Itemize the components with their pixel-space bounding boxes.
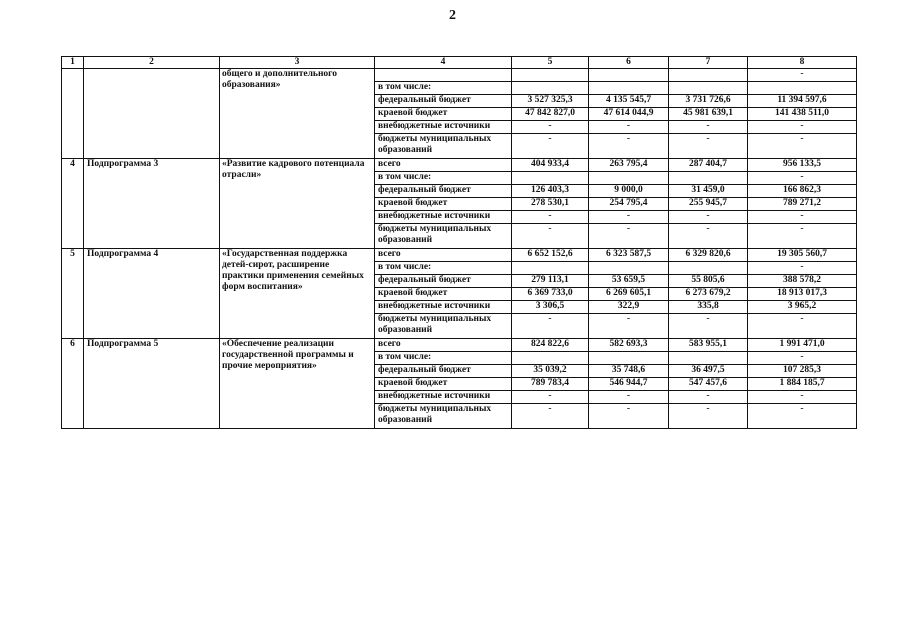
subprogram-description: общего и дополнительного образования»	[220, 69, 375, 159]
subprogram-description: «Государственная поддержка детей-сирот, расширение практики применения семейных форм воспитания»	[220, 249, 375, 339]
amount-cell: 404 933,4	[512, 159, 589, 172]
amount-cell: 1 991 471,0	[748, 339, 857, 352]
amount-cell: 547 457,6	[669, 378, 748, 391]
table-row	[62, 249, 857, 262]
funding-source-label: внебюджетные источники	[375, 211, 512, 224]
subprogram-description: «Развитие кадрового потенциала отрасли»	[220, 159, 375, 249]
amount-cell	[669, 262, 748, 275]
amount-cell: 166 862,3	[748, 185, 857, 198]
amount-cell: 1 884 185,7	[748, 378, 857, 391]
amount-cell: -	[512, 121, 589, 134]
amount-cell: -	[748, 224, 857, 249]
amount-cell: 31 459,0	[669, 185, 748, 198]
amount-cell: 141 438 511,0	[748, 108, 857, 121]
column-header: 6	[589, 57, 669, 69]
amount-cell: -	[512, 404, 589, 429]
amount-cell: 789 783,4	[512, 378, 589, 391]
amount-cell: 3 306,5	[512, 301, 589, 314]
funding-source-label: бюджеты муниципальных образований	[375, 404, 512, 429]
amount-cell: -	[748, 134, 857, 159]
amount-cell: 322,9	[589, 301, 669, 314]
amount-cell: -	[669, 314, 748, 339]
funding-source-label: внебюджетные источники	[375, 391, 512, 404]
amount-cell	[589, 82, 669, 95]
amount-cell: 6 323 587,5	[589, 249, 669, 262]
amount-cell: 47 842 827,0	[512, 108, 589, 121]
row-number	[62, 69, 84, 159]
amount-cell: 6 652 152,6	[512, 249, 589, 262]
column-header: 8	[748, 57, 857, 69]
amount-cell: -	[589, 391, 669, 404]
amount-cell: -	[748, 172, 857, 185]
funding-source-label: внебюджетные источники	[375, 301, 512, 314]
amount-cell	[512, 352, 589, 365]
amount-cell: -	[669, 404, 748, 429]
amount-cell: 19 305 560,7	[748, 249, 857, 262]
table-row	[62, 159, 857, 172]
funding-source-label: федеральный бюджет	[375, 95, 512, 108]
funding-source-label: в том числе:	[375, 352, 512, 365]
amount-cell: -	[748, 404, 857, 429]
table-row	[62, 339, 857, 352]
amount-cell: 956 133,5	[748, 159, 857, 172]
amount-cell: 546 944,7	[589, 378, 669, 391]
subprogram-name	[84, 69, 220, 159]
column-header: 4	[375, 57, 512, 69]
amount-cell: 55 805,6	[669, 275, 748, 288]
amount-cell: 47 614 044,9	[589, 108, 669, 121]
subprogram-name: Подпрограмма 5	[84, 339, 220, 429]
funding-source-label	[375, 69, 512, 82]
amount-cell: -	[748, 121, 857, 134]
subprogram-description: «Обеспечение реализации государственной программы и прочие мероприятия»	[220, 339, 375, 429]
amount-cell	[512, 82, 589, 95]
funding-source-label: федеральный бюджет	[375, 275, 512, 288]
amount-cell: -	[512, 314, 589, 339]
amount-cell: -	[669, 134, 748, 159]
amount-cell: 583 955,1	[669, 339, 748, 352]
amount-cell: 6 269 605,1	[589, 288, 669, 301]
amount-cell: 279 113,1	[512, 275, 589, 288]
table-row	[62, 69, 857, 82]
amount-cell: 53 659,5	[589, 275, 669, 288]
amount-cell	[669, 172, 748, 185]
amount-cell: -	[748, 262, 857, 275]
amount-cell: 582 693,3	[589, 339, 669, 352]
amount-cell: -	[748, 391, 857, 404]
amount-cell: -	[748, 69, 857, 82]
amount-cell: -	[589, 404, 669, 429]
amount-cell: -	[512, 134, 589, 159]
amount-cell: 35 039,2	[512, 365, 589, 378]
amount-cell: -	[748, 314, 857, 339]
column-header: 2	[84, 57, 220, 69]
funding-source-label: бюджеты муниципальных образований	[375, 134, 512, 159]
amount-cell: 126 403,3	[512, 185, 589, 198]
funding-source-label: краевой бюджет	[375, 198, 512, 211]
amount-cell	[748, 82, 857, 95]
budget-table	[61, 56, 857, 429]
amount-cell: -	[589, 224, 669, 249]
amount-cell: -	[748, 211, 857, 224]
amount-cell: -	[512, 391, 589, 404]
amount-cell: 255 945,7	[669, 198, 748, 211]
amount-cell	[512, 262, 589, 275]
amount-cell: -	[512, 211, 589, 224]
amount-cell: 9 000,0	[589, 185, 669, 198]
amount-cell: -	[669, 224, 748, 249]
amount-cell	[512, 172, 589, 185]
funding-source-label: бюджеты муниципальных образований	[375, 224, 512, 249]
funding-source-label: бюджеты муниципальных образований	[375, 314, 512, 339]
amount-cell: 107 285,3	[748, 365, 857, 378]
column-header: 1	[62, 57, 84, 69]
amount-cell: 388 578,2	[748, 275, 857, 288]
amount-cell	[512, 69, 589, 82]
page-number: 2	[449, 8, 456, 23]
amount-cell: 3 731 726,6	[669, 95, 748, 108]
amount-cell: -	[589, 314, 669, 339]
amount-cell: 278 530,1	[512, 198, 589, 211]
subprogram-name: Подпрограмма 4	[84, 249, 220, 339]
amount-cell: -	[589, 121, 669, 134]
amount-cell: 6 273 679,2	[669, 288, 748, 301]
amount-cell: 3 965,2	[748, 301, 857, 314]
amount-cell: 35 748,6	[589, 365, 669, 378]
amount-cell: -	[589, 134, 669, 159]
funding-source-label: внебюджетные источники	[375, 121, 512, 134]
amount-cell: 6 369 733,0	[512, 288, 589, 301]
amount-cell: 36 497,5	[669, 365, 748, 378]
funding-source-label: всего	[375, 339, 512, 352]
funding-source-label: краевой бюджет	[375, 378, 512, 391]
header-row	[62, 57, 857, 69]
amount-cell: 45 981 639,1	[669, 108, 748, 121]
amount-cell: -	[589, 211, 669, 224]
amount-cell	[589, 352, 669, 365]
amount-cell: 263 795,4	[589, 159, 669, 172]
subprogram-name: Подпрограмма 3	[84, 159, 220, 249]
funding-source-label: в том числе:	[375, 262, 512, 275]
amount-cell	[669, 69, 748, 82]
row-number: 4	[62, 159, 84, 249]
funding-source-label: федеральный бюджет	[375, 365, 512, 378]
amount-cell	[589, 69, 669, 82]
amount-cell: 18 913 017,3	[748, 288, 857, 301]
amount-cell: -	[512, 224, 589, 249]
column-header: 3	[220, 57, 375, 69]
amount-cell: 254 795,4	[589, 198, 669, 211]
amount-cell: 335,8	[669, 301, 748, 314]
amount-cell: -	[669, 211, 748, 224]
amount-cell: 4 135 545,7	[589, 95, 669, 108]
funding-source-label: в том числе:	[375, 82, 512, 95]
amount-cell	[589, 172, 669, 185]
amount-cell: -	[669, 391, 748, 404]
amount-cell: 824 822,6	[512, 339, 589, 352]
amount-cell: 3 527 325,3	[512, 95, 589, 108]
funding-source-label: в том числе:	[375, 172, 512, 185]
column-header: 5	[512, 57, 589, 69]
funding-source-label: всего	[375, 249, 512, 262]
row-number: 6	[62, 339, 84, 429]
funding-source-label: федеральный бюджет	[375, 185, 512, 198]
funding-source-label: всего	[375, 159, 512, 172]
row-number: 5	[62, 249, 84, 339]
amount-cell	[669, 82, 748, 95]
amount-cell: 11 394 597,6	[748, 95, 857, 108]
amount-cell	[589, 262, 669, 275]
amount-cell: -	[748, 352, 857, 365]
amount-cell: 287 404,7	[669, 159, 748, 172]
funding-source-label: краевой бюджет	[375, 108, 512, 121]
amount-cell	[669, 352, 748, 365]
amount-cell: 6 329 820,6	[669, 249, 748, 262]
table-body	[62, 57, 857, 429]
amount-cell: -	[669, 121, 748, 134]
column-header: 7	[669, 57, 748, 69]
funding-source-label: краевой бюджет	[375, 288, 512, 301]
amount-cell: 789 271,2	[748, 198, 857, 211]
